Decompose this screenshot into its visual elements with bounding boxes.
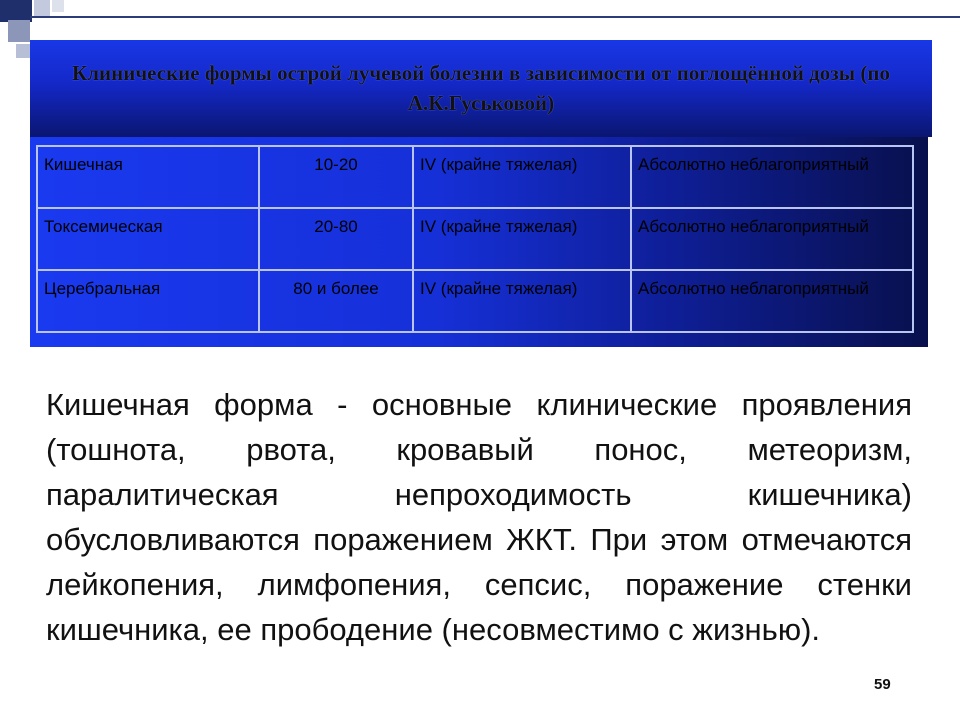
table-cell-severity: IV (крайне тяжелая) xyxy=(413,208,631,270)
table-row xyxy=(37,146,913,208)
table-row xyxy=(37,208,913,270)
table-cell-severity: IV (крайне тяжелая) xyxy=(413,146,631,208)
table-row xyxy=(37,270,913,332)
table-cell-form: Токсемическая xyxy=(37,208,259,270)
corner-square-decoration xyxy=(0,0,32,22)
corner-square-decoration xyxy=(52,0,64,12)
table-cell-prognosis: Абсолютно неблагоприятный xyxy=(631,146,913,208)
top-divider-line xyxy=(30,16,960,18)
table-cell-dose: 80 и более xyxy=(259,270,413,332)
table-cell-form: Церебральная xyxy=(37,270,259,332)
slide-body-text: Кишечная форма - основные клинические проявления (тошнота, рвота, кровавый понос, метеоризм, паралитическая непроходимость кишечника) обусловливаются поражением ЖКТ. При этом отмечаются лейкопения, лимфопения, сепсис, поражение стенки кишечника, ее прободение (несовместимо с жизнью). xyxy=(46,387,912,647)
table-cell-dose: 10-20 xyxy=(259,146,413,208)
page-number: 59 xyxy=(874,676,891,693)
corner-square-decoration xyxy=(16,44,30,58)
corner-square-decoration xyxy=(8,20,30,42)
clinical-forms-table xyxy=(36,145,914,333)
table-cell-prognosis: Абсолютно неблагоприятный xyxy=(631,270,913,332)
table-cell-severity: IV (крайне тяжелая) xyxy=(413,270,631,332)
table-cell-form: Кишечная xyxy=(37,146,259,208)
slide-title-banner xyxy=(30,40,932,137)
slide-title: Клинические формы острой лучевой болезни в зависимости от поглощённой дозы (по А.К.Гуськовой) xyxy=(72,61,890,115)
table-cell-dose: 20-80 xyxy=(259,208,413,270)
table-panel xyxy=(30,137,928,347)
table-cell-prognosis: Абсолютно неблагоприятный xyxy=(631,208,913,270)
